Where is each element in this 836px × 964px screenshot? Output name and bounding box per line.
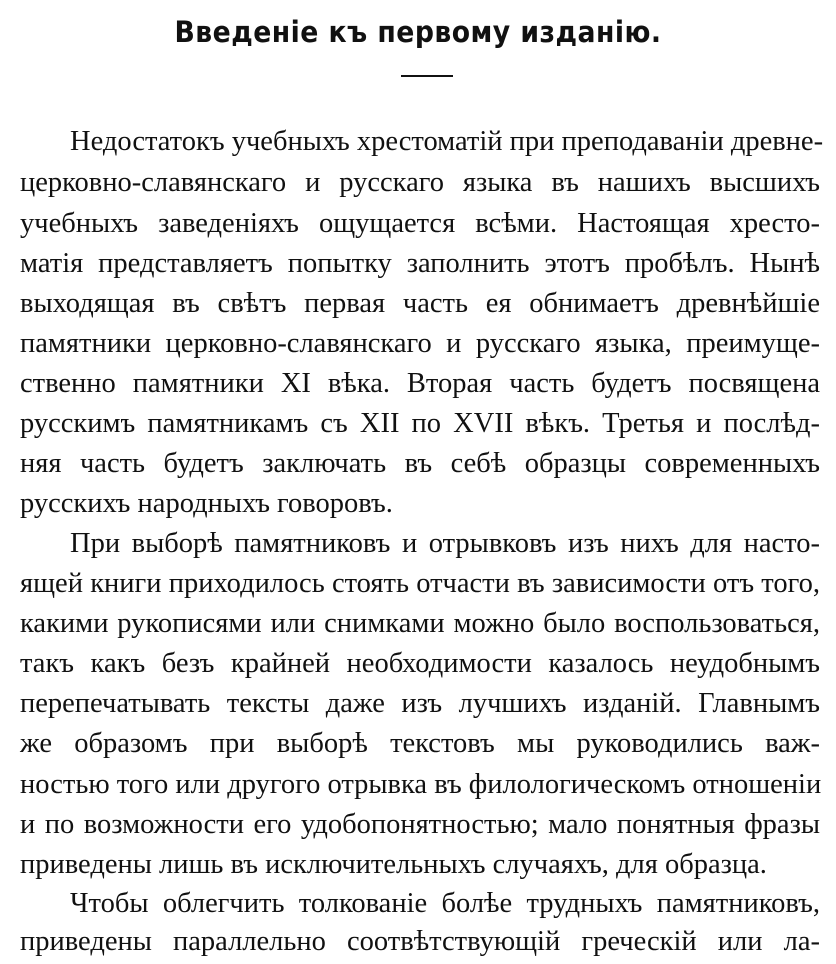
text-line: матія представляетъ попытку заполнить этотъ пробѣлъ. Нынѣ xyxy=(20,248,820,279)
text-line: Недостатокъ учебныхъ хрестоматій при преподаваніи древне- xyxy=(70,126,824,157)
text-line: и по возможности его удобопонятностью; мало понятныя фразы xyxy=(20,809,820,840)
text-line: ностью того или другого отрывка въ филологическомъ отношеніи xyxy=(20,769,822,800)
title-divider xyxy=(401,75,453,77)
text-line: такъ какъ безъ крайней необходимости казалось неудобнымъ xyxy=(20,648,820,679)
text-line: выходящая въ свѣтъ первая часть ея обнимаетъ древнѣйшіе xyxy=(20,288,820,319)
text-line: русскимъ памятникамъ съ XII по XVII вѣкъ. Третья и послѣд- xyxy=(20,408,820,439)
text-line: церковно-славянскаго и русскаго языка въ нашихъ высшихъ xyxy=(20,167,820,198)
text-line: перепечатывать тексты даже изъ лучшихъ изданій. Главнымъ xyxy=(20,688,820,719)
text-line: ственно памятники XI вѣка. Вторая часть будетъ посвящена xyxy=(20,368,820,399)
text-line: приведены параллельно соотвѣтствующій греческій или ла- xyxy=(20,926,820,957)
text-line: При выборѣ памятниковъ и отрывковъ изъ нихъ для насто- xyxy=(70,528,820,559)
text-line: Чтобы облегчить толкованіе болѣе трудныхъ памятниковъ, xyxy=(70,888,820,919)
page-title: Введеніе къ первому изданію. xyxy=(174,15,662,49)
text-line: няя часть будетъ заключать въ себѣ образцы современныхъ xyxy=(20,448,820,479)
text-line: русскихъ народныхъ говоровъ. xyxy=(20,488,393,519)
text-line: же образомъ при выборѣ текстовъ мы руководились важ- xyxy=(20,728,820,759)
text-line: учебныхъ заведеніяхъ ощущается всѣми. Настоящая хресто- xyxy=(20,208,820,239)
text-line: ящей книги приходилось стоять отчасти въ зависимости отъ того, xyxy=(20,568,820,599)
text-line: какими рукописями или снимками можно было воспользоваться, xyxy=(20,608,820,639)
text-line: памятники церковно-славянскаго и русскаго языка, преимуще- xyxy=(20,328,820,359)
text-line: приведены лишь въ исключительныхъ случаяхъ, для образца. xyxy=(20,849,767,880)
